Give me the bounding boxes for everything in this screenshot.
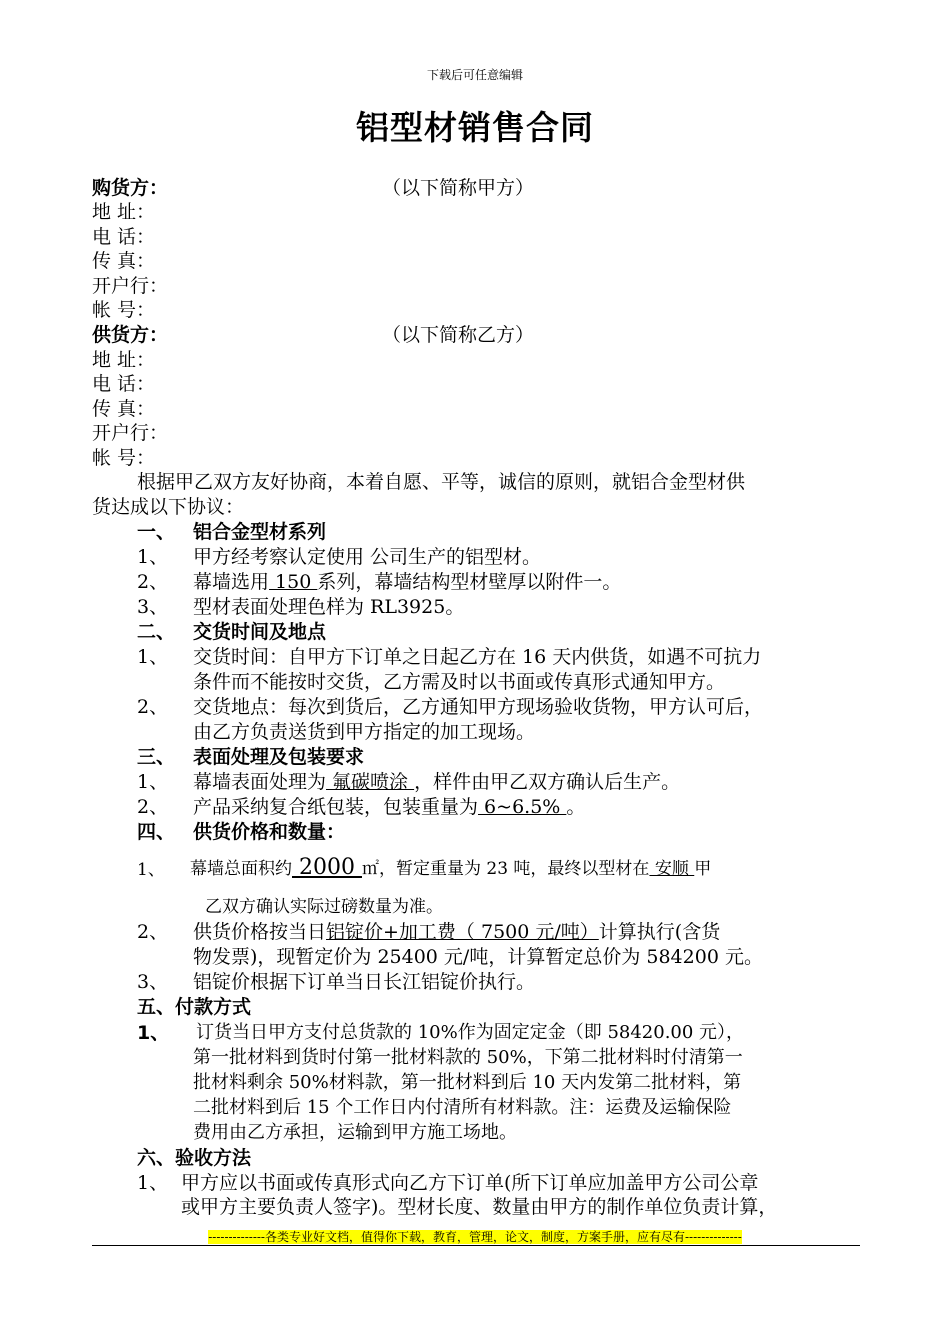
s2-item-1-line-1: 交货时间：自甲方下订单之日起乙方在 16 天内供货，如遇不可抗力 bbox=[193, 646, 762, 668]
contract-title: 铝型材销售合同 bbox=[356, 108, 594, 147]
s4-item-2-text: 供货价格按当日铝锭价+加工费（ 7500 元/吨）计算执行(含货 bbox=[193, 921, 721, 943]
s6-item-1-number: 1、 bbox=[137, 1172, 169, 1194]
s3-item-1-text: 幕墙表面处理为 氟碳喷涂 ，样件由甲乙双方确认后生产。 bbox=[193, 771, 681, 793]
seller-label: 供货方： bbox=[92, 324, 169, 346]
header-note: 下载后可任意编辑 bbox=[426, 68, 523, 82]
s6-item-1-line-1: 甲方应以书面或传真形式向乙方下订单(所下订单应加盖甲方公司公章 bbox=[181, 1172, 759, 1194]
s2-item-2-line-1: 交货地点：每次到货后，乙方通知甲方现场验收货物，甲方认可后， bbox=[193, 696, 764, 718]
section-4-number: 四、 bbox=[137, 821, 176, 843]
seller-fax-label: 传 真： bbox=[92, 398, 156, 420]
buyer-bank-label: 开户行： bbox=[92, 275, 169, 297]
seller-bank-label: 开户行： bbox=[92, 422, 169, 444]
s2-item-1-line-2: 条件而不能按时交货，乙方需及时以书面或传真形式通知甲方。 bbox=[193, 671, 726, 693]
section-6-title: 六、验收方法 bbox=[137, 1147, 252, 1169]
s5-item-1-line-3: 批材料剩余 50%材料款，第一批材料到后 10 天内发第二批材料，第 bbox=[193, 1072, 742, 1093]
s5-item-1-number: 1、 bbox=[137, 1022, 170, 1044]
buyer-fax-label: 传 真： bbox=[92, 250, 156, 272]
footer-banner bbox=[0, 1228, 950, 1245]
seller-address-label: 地 址： bbox=[92, 349, 156, 371]
s4-item-3-number: 3、 bbox=[137, 971, 169, 993]
s2-item-1-number: 1、 bbox=[137, 646, 169, 668]
section-3-title: 表面处理及包装要求 bbox=[193, 746, 365, 768]
s5-item-1-line-1: 订货当日甲方支付总货款的 10%作为固定定金（即 58420.00 元）， bbox=[196, 1022, 745, 1043]
s4-item-3-text: 铝锭价根据下订单当日长江铝锭价执行。 bbox=[193, 971, 536, 993]
s4-item-2-line-2: 物发票)，现暂定价为 25400 元/吨，计算暂定总价为 584200 元。 bbox=[193, 946, 763, 968]
footer-text: --------------各类专业好文档，值得你下载，教育，管理，论文，制度，方案手册，应有尽有-------------- bbox=[208, 1230, 742, 1244]
buyer-account-label: 帐 号： bbox=[92, 299, 156, 321]
s4-item-1-line-2: 乙双方确认实际过磅数量为准。 bbox=[205, 897, 443, 917]
section-2-number: 二、 bbox=[137, 621, 176, 643]
s2-item-2-line-2: 由乙方负责送货到甲方指定的加工现场。 bbox=[193, 721, 536, 743]
s3-item-2-number: 2、 bbox=[137, 796, 169, 818]
s1-item-1-text: 甲方经考察认定使用 公司生产的铝型材。 bbox=[193, 546, 542, 568]
section-1-number: 一、 bbox=[137, 521, 176, 543]
intro-line-1: 根据甲乙双方友好协商，本着自愿、平等，诚信的原则，就铝合金型材供 bbox=[137, 471, 746, 493]
s3-item-2-text: 产品采纳复合纸包装，包装重量为 6~6.5% 。 bbox=[193, 796, 586, 818]
s4-item-1-text: 幕墙总面积约 2000 ㎡，暂定重量为 23 吨，最终以型材在 安顺 甲 bbox=[190, 855, 712, 880]
s4-item-2-number: 2、 bbox=[137, 921, 169, 943]
section-5-title: 五、付款方式 bbox=[137, 996, 252, 1018]
s5-item-1-line-4: 二批材料到后 15 个工作日内付清所有材料款。注：运费及运输保险 bbox=[193, 1097, 732, 1118]
buyer-address-label: 地 址： bbox=[92, 201, 156, 223]
s1-item-2-text: 幕墙选用 150 系列，幕墙结构型材壁厚以附件一。 bbox=[193, 571, 622, 593]
seller-account-label: 帐 号： bbox=[92, 447, 156, 469]
footer-divider bbox=[92, 1245, 860, 1246]
buyer-label: 购货方： bbox=[92, 177, 169, 199]
s6-item-1-line-2: 或甲方主要负责人签字)。型材长度、数量由甲方的制作单位负责计算， bbox=[181, 1196, 778, 1218]
section-4-title: 供货价格和数量： bbox=[193, 821, 346, 843]
buyer-alias: （以下简称甲方） bbox=[382, 177, 535, 199]
s1-item-1-number: 1、 bbox=[137, 546, 169, 568]
s1-item-3-text: 型材表面处理色样为 RL3925。 bbox=[193, 596, 465, 618]
s4-item-1-number: 1、 bbox=[137, 860, 165, 880]
s1-item-3-number: 3、 bbox=[137, 596, 169, 618]
section-2-title: 交货时间及地点 bbox=[193, 621, 327, 643]
s1-item-2-number: 2、 bbox=[137, 571, 169, 593]
s5-item-1-line-2: 第一批材料到货时付第一批材料款的 50%，下第二批材料时付清第一 bbox=[193, 1047, 743, 1068]
buyer-phone-label: 电 话： bbox=[92, 226, 156, 248]
intro-line-2: 货达成以下协议： bbox=[92, 496, 245, 518]
section-1-title: 铝合金型材系列 bbox=[193, 521, 327, 543]
s5-item-1-line-5: 费用由乙方承担，运输到甲方施工场地。 bbox=[193, 1122, 517, 1143]
seller-alias: （以下简称乙方） bbox=[382, 324, 535, 346]
s3-item-1-number: 1、 bbox=[137, 771, 169, 793]
section-3-number: 三、 bbox=[137, 746, 176, 768]
s2-item-2-number: 2、 bbox=[137, 696, 169, 718]
seller-phone-label: 电 话： bbox=[92, 373, 156, 395]
